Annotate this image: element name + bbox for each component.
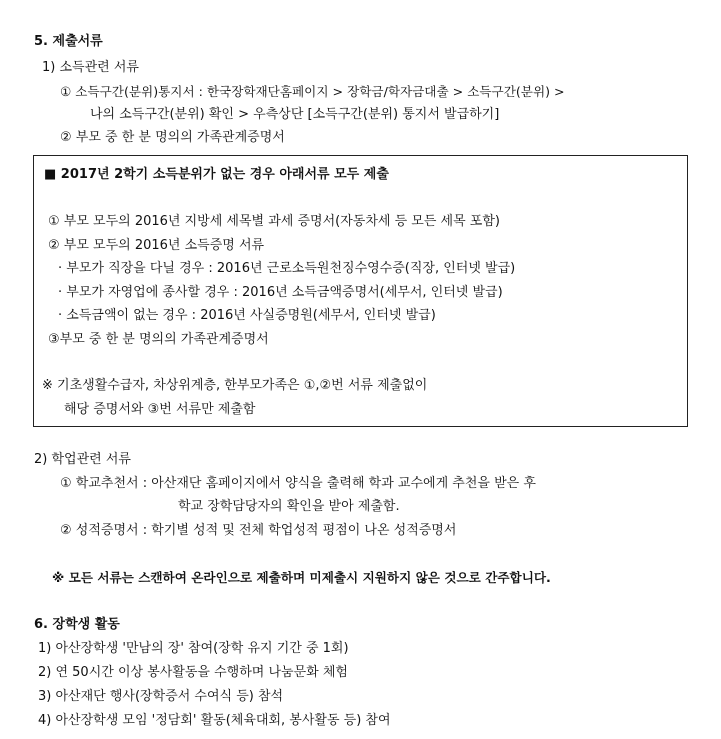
box-note-line-2: 해당 증명서와 ③번 서류만 제출함	[64, 402, 256, 417]
activity-item-1: 1) 아산장학생 '만남의 장' 참여(장학 유지 기간 중 1회)	[38, 641, 349, 656]
box-line-1: ① 부모 모두의 2016년 지방세 세목별 과세 증명서(자동차세 등 모든 세목 포함)	[48, 214, 500, 229]
academic-item-1-line-1: ① 학교추천서 : 아산재단 홈페이지에서 양식을 출력해 학과 교수에게 추천을 받은 후	[60, 476, 536, 491]
box-line-3: · 부모가 직장을 다닐 경우 : 2016년 근로소득원천징수영수증(직장, 인터넷 발급)	[58, 261, 516, 276]
income-docs-title: 1) 소득관련 서류	[42, 60, 139, 75]
income-item-1-line-1: ① 소득구간(분위)통지서 : 한국장학재단홈페이지 > 장학금/학자금대출 > 소득구간(분위) >	[60, 84, 565, 99]
box-note-line-1: ※ 기초생활수급자, 차상위계층, 한부모가족은 ①,②번 서류 제출없이	[42, 378, 428, 393]
activity-item-3: 3) 아산재단 행사(장학증서 수여식 등) 참석	[38, 689, 284, 704]
income-item-2: ② 부모 중 한 분 명의의 가족관계증명서	[60, 130, 285, 145]
activity-item-4: 4) 아산장학생 모임 '정담회' 활동(체육대회, 봉사활동 등) 참여	[38, 713, 391, 728]
box-line-2: ② 부모 모두의 2016년 소득증명 서류	[48, 238, 265, 253]
income-item-1-line-2: 나의 소득구간(분위) 확인 > 우측상단 [소득구간(분위) 통지서 발급하기]	[90, 107, 500, 122]
box-line-5: · 소득금액이 없는 경우 : 2016년 사실증명원(세무서, 인터넷 발급)	[58, 308, 436, 323]
academic-item-2: ② 성적증명서 : 학기별 성적 및 전체 학업성적 평점이 나온 성적증명서	[60, 523, 457, 538]
section-6-heading: 6. 장학생 활동	[34, 617, 120, 632]
section-5-heading: 5. 제출서류	[34, 34, 103, 49]
box-line-6: ③부모 중 한 분 명의의 가족관계증명서	[48, 332, 269, 347]
submission-warning: ※ 모든 서류는 스캔하여 온라인으로 제출하며 미제출시 지원하지 않은 것으로 간주합니다.	[52, 570, 551, 585]
box-line-4: · 부모가 자영업에 종사할 경우 : 2016년 소득금액증명서(세무서, 인터넷 발급)	[58, 285, 503, 300]
activity-item-2: 2) 연 50시간 이상 봉사활동을 수행하며 나눔문화 체험	[38, 665, 348, 680]
box-title: ■ 2017년 2학기 소득분위가 없는 경우 아래서류 모두 제출	[44, 167, 389, 182]
academic-docs-title: 2) 학업관련 서류	[34, 452, 131, 467]
academic-item-1-line-2: 학교 장학담당자의 확인을 받아 제출함.	[178, 499, 400, 514]
